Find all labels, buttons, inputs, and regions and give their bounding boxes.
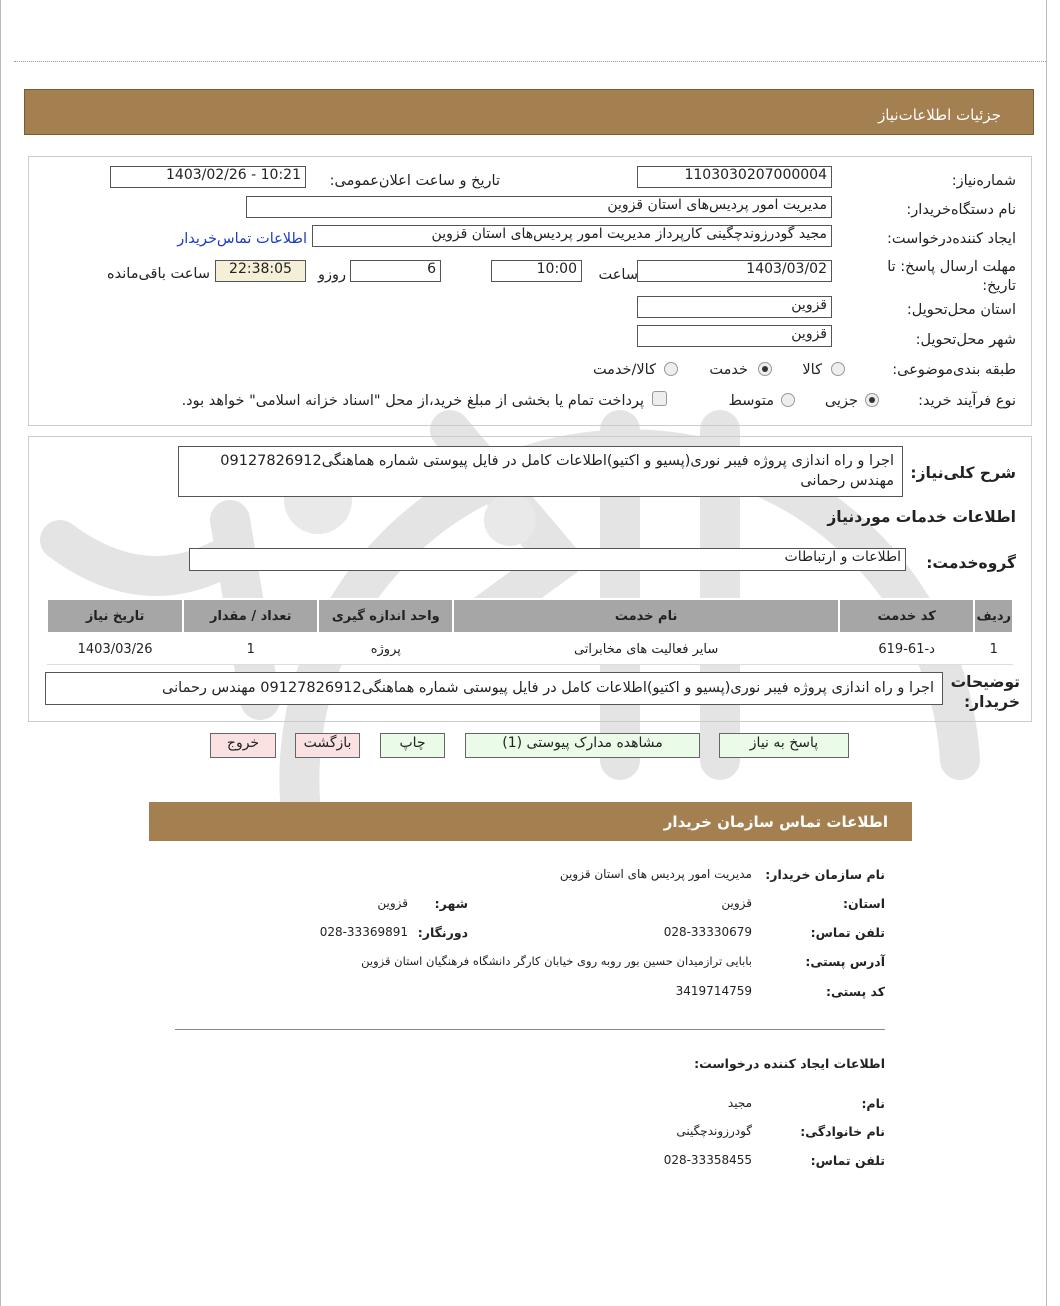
need-number-label: شماره‌نیاز: xyxy=(951,173,1016,189)
summary-label: شرح کلی‌نیاز: xyxy=(910,464,1016,482)
category-option-goods-service: کالا/خدمت xyxy=(592,362,656,378)
contact-city-label: شهر: xyxy=(434,896,468,911)
cell-service-code: د-61-619 xyxy=(839,633,975,665)
col-quantity: تعداد / مقدار xyxy=(183,599,318,633)
deadline-label: مهلت ارسال پاسخ: تا تاریخ: xyxy=(887,259,1016,294)
category-radio-service[interactable] xyxy=(758,362,772,376)
requester-family-label: نام خانوادگی: xyxy=(800,1124,885,1139)
remaining-label: ساعت باقی‌مانده xyxy=(107,266,210,282)
requester-family-value: گودرزوندچگینی xyxy=(676,1124,752,1138)
services-title: اطلاعات خدمات موردنیاز xyxy=(827,508,1016,526)
remaining-time-field: 22:38:05 xyxy=(215,260,306,282)
cell-row: 1 xyxy=(974,633,1013,665)
province-label: استان محل‌تحویل: xyxy=(906,302,1016,318)
service-group-field[interactable]: اطلاعات و ارتباطات xyxy=(189,548,906,571)
days-label: روزو xyxy=(317,267,346,283)
contact-header xyxy=(149,802,912,841)
contact-phone-label: تلفن تماس: xyxy=(810,925,885,940)
cell-need-date: 1403/03/26 xyxy=(47,633,183,665)
contact-fax-value: 028-33369891 xyxy=(319,925,408,939)
requester-title: اطلاعات ایجاد کننده درخواست: xyxy=(694,1056,885,1071)
city-label: شهر محل‌تحویل: xyxy=(915,332,1016,348)
services-table xyxy=(46,598,1014,665)
process-label: نوع فرآیند خرید: xyxy=(918,393,1016,409)
org-name-value: مدیریت امور پردیس های استان قزوین xyxy=(559,867,752,881)
requester-phone-value: 028-33358455 xyxy=(663,1153,752,1167)
buyer-field[interactable]: مدیریت امور پردیس‌های استان قزوین xyxy=(246,196,832,218)
process-option-minor: جزیی xyxy=(824,393,858,409)
category-radio-goods-service[interactable] xyxy=(664,362,678,376)
org-name-label: نام سازمان خریدار: xyxy=(765,867,885,882)
province-field[interactable]: قزوین xyxy=(637,296,832,318)
treasury-checkbox[interactable] xyxy=(652,391,667,406)
contact-address-label: آدرس پستی: xyxy=(805,954,885,969)
col-service-code: کد خدمت xyxy=(839,599,975,633)
cell-unit: پروژه xyxy=(318,633,453,665)
requester-name-value: مجید xyxy=(727,1096,752,1110)
contact-address-value: بابایی ترازمیدان حسین بور روبه روی خیابان کارگر دانشگاه فرهنگیان استان قزوین xyxy=(361,954,752,968)
deadline-date-field[interactable]: 1403/03/02 xyxy=(637,260,832,282)
contact-fax-label: دورنگار: xyxy=(417,925,468,940)
contact-postal-value: 3419714759 xyxy=(675,984,752,998)
requester-phone-label: تلفن تماس: xyxy=(810,1153,885,1168)
requester-name-label: نام: xyxy=(861,1096,885,1111)
buyer-label: نام دستگاه‌خریدار: xyxy=(906,202,1016,218)
payment-note: پرداخت تمام یا بخشی از مبلغ خرید،از محل "اسناد خزانه اسلامی" خواهد بود. xyxy=(181,393,644,409)
buyer-notes-label: توضیحات خریدار: xyxy=(950,673,1020,711)
page-title: جزئیات اطلاعات‌نیاز xyxy=(878,106,1001,124)
back-button[interactable]: بازگشت xyxy=(295,733,360,758)
contact-city-value: قزوین xyxy=(377,896,408,910)
announce-date-field[interactable]: 1403/02/26 - 10:21 xyxy=(110,166,306,188)
process-option-medium: متوسط xyxy=(728,393,774,409)
process-radio-minor[interactable] xyxy=(865,393,879,407)
contact-province-value: قزوین xyxy=(721,896,752,910)
contact-postal-label: کد پستی: xyxy=(825,984,885,999)
buyer-contact-link[interactable]: اطلاعات تماس‌خریدار xyxy=(177,231,307,247)
contact-phone-value: 028-33330679 xyxy=(663,925,752,939)
days-field[interactable]: 6 xyxy=(350,260,441,282)
buyer-notes-text: اجرا و راه اندازی پروژه فیبر نوری(پسیو و اکتیو)اطلاعات کامل در فایل پیوستی شماره هماهنگی09127826912 مهندس رحمانی xyxy=(45,672,943,705)
announce-date-label: تاریخ و ساعت اعلان‌عمومی: xyxy=(329,173,500,189)
cell-quantity: 1 xyxy=(183,633,318,665)
table-header-row xyxy=(47,599,1013,633)
page-header xyxy=(24,89,1034,135)
service-group-label: گروه‌خدمت: xyxy=(926,554,1016,572)
col-row: ردیف xyxy=(974,599,1013,633)
creator-label: ایجاد کننده‌درخواست: xyxy=(887,231,1016,247)
col-service-name: نام خدمت xyxy=(453,599,839,633)
contact-province-label: استان: xyxy=(842,896,885,911)
time-label: ساعت xyxy=(598,267,638,283)
category-option-service: خدمت xyxy=(709,362,748,378)
process-radio-medium[interactable] xyxy=(781,393,795,407)
need-number-field[interactable]: 1103030207000004 xyxy=(637,166,832,188)
col-need-date: تاریخ نیاز xyxy=(47,599,183,633)
col-unit: واحد اندازه گیری xyxy=(318,599,453,633)
contact-title: اطلاعات تماس سازمان خریدار xyxy=(663,813,888,831)
print-button[interactable]: چاپ xyxy=(380,733,445,758)
attachments-button[interactable]: مشاهده مدارک پیوستی (1) xyxy=(465,733,700,758)
reply-button[interactable]: پاسخ به نیاز xyxy=(719,733,849,758)
summary-text: اجرا و راه اندازی پروژه فیبر نوری(پسیو و اکتیو)اطلاعات کامل در فایل پیوستی شماره هماهنگی09127826912 مهندس رحمانی xyxy=(178,446,903,497)
exit-button[interactable]: خروج xyxy=(210,733,276,758)
category-label: طبقه بندی‌موضوعی: xyxy=(892,362,1016,378)
cell-service-name: سایر فعالیت های مخابراتی xyxy=(453,633,839,665)
deadline-time-field[interactable]: 10:00 xyxy=(491,260,582,282)
table-row xyxy=(47,633,1013,665)
category-option-goods: کالا xyxy=(802,362,822,378)
city-field[interactable]: قزوین xyxy=(637,325,832,347)
contact-divider xyxy=(175,1029,885,1030)
creator-field[interactable]: مجید گودرزوندچگینی کارپرداز مدیریت امور پردیس‌های استان قزوین xyxy=(312,225,832,247)
category-radio-goods[interactable] xyxy=(831,362,845,376)
